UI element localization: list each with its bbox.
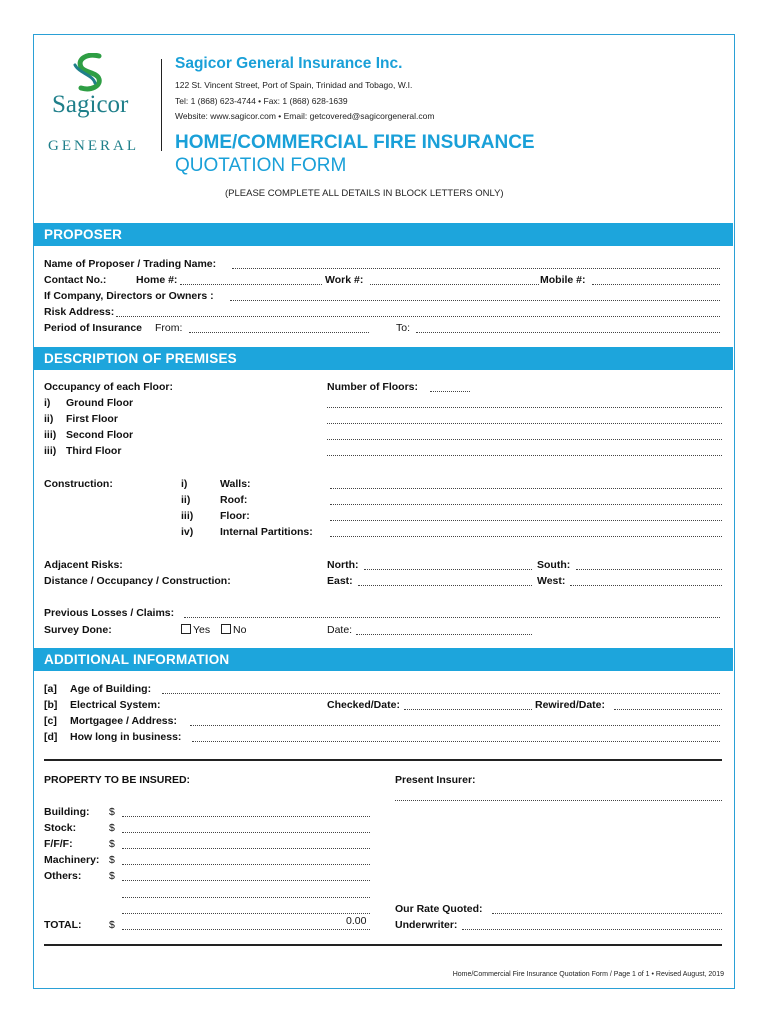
fff-amount-field[interactable] [122,838,370,849]
header-divider [161,59,162,151]
currency-symbol: $ [109,854,115,866]
construction-walls-field[interactable] [330,478,722,489]
company-phone: Tel: 1 (868) 623-4744 • Fax: 1 (868) 628-1639 [175,96,348,106]
floor-label: First Floor [66,413,118,425]
others-label: Others: [44,870,82,882]
survey-yes-option[interactable] [181,624,210,636]
present-insurer-label: Present Insurer: [395,774,476,786]
footer-text: Home/Commercial Fire Insurance Quotation Form / Page 1 of 1 • Revised August, 2019 [452,971,724,978]
rate-quoted-field[interactable] [492,903,722,914]
east-label: East: [327,575,353,587]
south-label: South: [537,559,571,571]
total-amount-field [122,919,370,930]
yes-label: Yes [193,624,211,636]
currency-symbol: $ [109,806,115,818]
floor-label: Ground Floor [66,397,134,409]
floor-occupancy-field[interactable] [327,413,722,424]
section-proposer-heading: PROPOSER [44,227,123,242]
period-label: Period of Insurance [44,322,143,334]
company-address: 122 St. Vincent Street, Port of Spain, Trinidad and Tobago, W.I. [175,80,413,90]
floor-label: Second Floor [66,429,134,441]
west-field[interactable] [570,575,722,586]
currency-symbol: $ [109,822,115,834]
currency-symbol: $ [109,870,115,882]
construction-num: ii) [181,494,191,506]
floor-occupancy-field[interactable] [327,429,722,440]
form-subtitle: QUOTATION FORM [175,155,347,176]
proposer-name-label: Name of Proposer / Trading Name: [44,258,217,270]
west-label: West: [537,575,566,587]
building-amount-field[interactable] [122,806,370,817]
floor-num: iii) [44,445,57,457]
electrical-system-label: Electrical System: [70,699,161,711]
section-premises-band [34,347,733,370]
yes-checkbox[interactable] [181,624,191,634]
others-extra-field[interactable] [122,903,370,914]
floor-num: ii) [44,413,54,425]
section-premises-heading: DESCRIPTION OF PREMISES [44,351,237,366]
construction-num: iv) [181,526,194,538]
previous-losses-label: Previous Losses / Claims: [44,607,175,619]
form-page [33,34,735,989]
section-additional-heading: ADDITIONAL INFORMATION [44,652,230,667]
floors-count-label: Number of Floors: [327,381,418,393]
fff-label: F/F/F: [44,838,73,850]
work-phone-field[interactable] [370,274,539,285]
form-instruction: (PLEASE COMPLETE ALL DETAILS IN BLOCK LETTERS ONLY) [225,188,504,199]
occupancy-label: Occupancy of each Floor: [44,381,173,393]
divider-line [44,944,722,946]
currency-symbol: $ [109,919,115,931]
company-directors-field[interactable] [230,290,720,301]
others-extra-field[interactable] [122,887,370,898]
others-amount-field[interactable] [122,870,370,881]
total-value: 0.00 [346,915,367,927]
floor-occupancy-field[interactable] [327,397,722,408]
no-label: No [233,624,247,636]
brand-tagline: GENERAL [48,138,139,154]
floor-occupancy-field[interactable] [327,445,722,456]
risk-address-label: Risk Address: [44,306,115,318]
floor-num: i) [44,397,51,409]
survey-date-label: Date: [327,624,353,636]
construction-floor-field[interactable] [330,510,722,521]
risk-address-field[interactable] [116,306,720,317]
stock-amount-field[interactable] [122,822,370,833]
construction-item-label: Walls: [220,478,251,490]
rewired-date-field[interactable] [614,699,722,710]
company-website: Website: www.sagicor.com • Email: getcovered@sagicorgeneral.com [175,111,435,121]
floors-count-field[interactable] [430,381,470,392]
proposer-name-field[interactable] [232,258,720,269]
divider-line [44,759,722,761]
section-additional-band [34,648,733,671]
north-field[interactable] [364,559,532,570]
underwriter-field[interactable] [462,919,722,930]
no-checkbox[interactable] [221,624,231,634]
form-title: HOME/COMMERCIAL FIRE INSURANCE [175,132,535,153]
machinery-label: Machinery: [44,854,100,866]
total-label: TOTAL: [44,919,82,931]
age-of-building-field[interactable] [162,683,720,694]
mobile-label: Mobile #: [540,274,586,286]
checked-date-field[interactable] [404,699,532,710]
to-label: To: [396,322,411,334]
home-phone-field[interactable] [180,274,322,285]
brand-name: Sagicor [52,91,129,118]
work-label: Work #: [325,274,364,286]
adjacent-risks-label: Adjacent Risks: [44,559,123,571]
company-directors-label: If Company, Directors or Owners : [44,290,214,302]
item-d-key: [d] [44,731,58,743]
section-proposer-band [34,223,733,246]
construction-num: i) [181,478,188,490]
mobile-phone-field[interactable] [592,274,720,285]
item-c-key: [c] [44,715,57,727]
construction-partitions-field[interactable] [330,526,722,537]
south-field[interactable] [576,559,722,570]
rate-quoted-label: Our Rate Quoted: [395,903,483,915]
currency-symbol: $ [109,838,115,850]
survey-date-field[interactable] [356,624,532,635]
building-label: Building: [44,806,90,818]
period-to-field[interactable] [416,322,720,333]
distance-label: Distance / Occupancy / Construction: [44,575,231,587]
checked-date-label: Checked/Date: [327,699,400,711]
sagicor-logo-icon [69,53,111,93]
machinery-amount-field[interactable] [122,854,370,865]
north-label: North: [327,559,359,571]
period-from-field[interactable] [189,322,369,333]
item-b-key: [b] [44,699,58,711]
business-duration-field[interactable] [192,731,720,742]
survey-no-option[interactable] [221,624,246,636]
contact-label: Contact No.: [44,274,107,286]
underwriter-label: Underwriter: [395,919,458,931]
stock-label: Stock: [44,822,77,834]
construction-item-label: Roof: [220,494,248,506]
property-heading: PROPERTY TO BE INSURED: [44,774,191,786]
construction-item-label: Internal Partitions: [220,526,313,538]
home-label: Home #: [136,274,178,286]
previous-losses-field[interactable] [184,607,720,618]
construction-label: Construction: [44,478,113,490]
from-label: From: [155,322,183,334]
floor-label: Third Floor [66,445,122,457]
age-of-building-label: Age of Building: [70,683,152,695]
construction-num: iii) [181,510,194,522]
mortgagee-label: Mortgagee / Address: [70,715,177,727]
business-duration-label: How long in business: [70,731,182,743]
rewired-date-label: Rewired/Date: [535,699,606,711]
item-a-key: [a] [44,683,57,695]
survey-label: Survey Done: [44,624,112,636]
mortgagee-field[interactable] [190,715,720,726]
east-field[interactable] [358,575,532,586]
company-name: Sagicor General Insurance Inc. [175,55,403,72]
construction-roof-field[interactable] [330,494,722,505]
construction-item-label: Floor: [220,510,250,522]
floor-num: iii) [44,429,57,441]
present-insurer-field[interactable] [395,790,722,801]
